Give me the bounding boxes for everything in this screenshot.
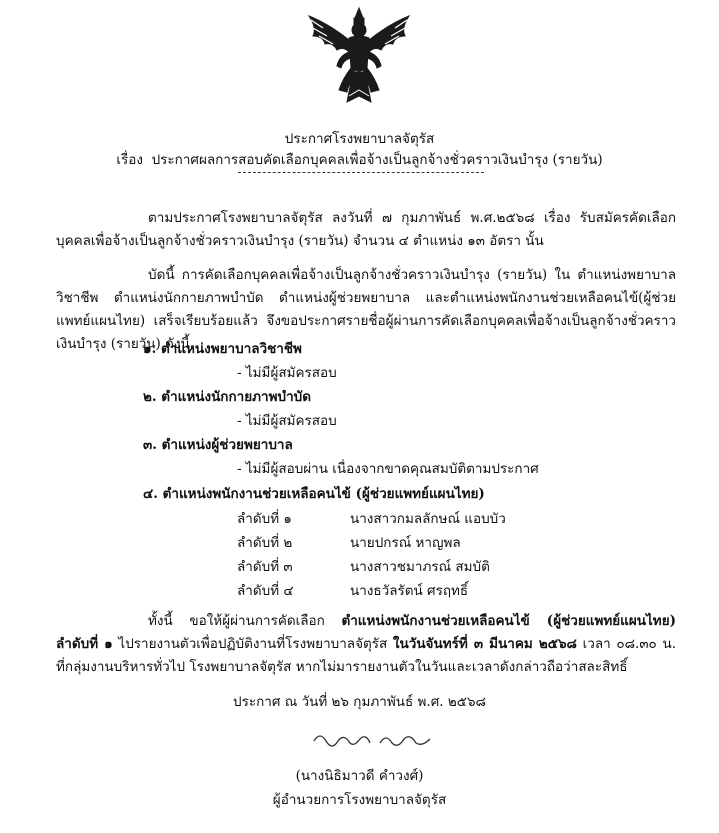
position-heading: ๓. ตำแหน่งผู้ช่วยพยาบาล: [143, 437, 293, 453]
announcement-title: ประกาศโรงพยาบาลจัตุรัส: [284, 131, 435, 147]
announcement-subject: [0, 148, 719, 170]
signer-name: (นางนิธิมาวดี คำวงศ์): [295, 768, 424, 784]
intro-text: ตามประกาศโรงพยาบาลจัตุรัส ลงวันที่ ๗ กุมภาพันธ์ พ.ศ.๒๕๖๘ เรื่อง รับสมัครคัดเลือกบุคคลเพื่อจ้างเป็นลูกจ้างชั่วคราวเงินบำรุง (รายวัน) จำนวน ๔ ตำแหน่ง ๑๓ อัตรา นั้น: [56, 210, 676, 249]
position-heading: ๒. ตำแหน่งนักกายภาพบำบัด: [143, 389, 311, 405]
signature-icon: [310, 727, 440, 753]
rank-label: ลำดับที่ ๓: [237, 559, 293, 575]
intro-paragraph: [56, 207, 676, 253]
signer-title: ผู้อำนวยการโรงพยาบาลจัตุรัส: [272, 792, 447, 808]
rank-name: นางสาวกมลลักษณ์ แอบบัว: [350, 511, 506, 527]
subject-label: เรื่อง: [116, 152, 143, 168]
title-divider: [238, 172, 484, 173]
closing-bold-position: ตำแหน่งพนักงานช่วยเหลือคนไข้ (ผู้ช่วยแพทย์แผนไทย) ลำดับที่ ๑: [56, 613, 676, 652]
announce-date: ประกาศ ณ วันที่ ๒๖ กุมภาพันธ์ พ.ศ. ๒๕๖๘: [233, 694, 486, 710]
closing-text-1: ทั้งนี้ ขอให้ผู้ผ่านการคัดเลือก: [148, 613, 342, 629]
closing-text-2: ไปรายงานตัวเพื่อปฏิบัติงานที่โรงพยาบาลจัตุรัส: [112, 636, 393, 652]
position-heading: ๔. ตำแหน่งพนักงานช่วยเหลือคนไข้ (ผู้ช่วยแพทย์แผนไทย): [143, 486, 485, 502]
rank-label: ลำดับที่ ๔: [237, 583, 294, 599]
rank-name: นายปกรณ์ หาญพล: [350, 535, 461, 551]
position-note: - ไม่มีผู้สอบผ่าน เนื่องจากขาดคุณสมบัติตามประกาศ: [237, 461, 539, 477]
body-text: บัดนี้ การคัดเลือกบุคคลเพื่อจ้างเป็นลูกจ้างชั่วคราวเงินบำรุง (รายวัน) ใน ตำแหน่งพยาบาลวิชาชีพ ตำแหน่งนักกายภาพบำบัด ตำแหน่งผู้ช่วยพยาบาล และตำแหน่งพนักงานช่วยเหลือคนไข้(ผู้ช่วยแพทย์แผนไทย) เสร็จเรียบร้อยแล้ว จึงขอประกาศรายชื่อผู้ผ่านการคัดเลือกบุคคลเพื่อจ้างเป็นลูกจ้างชั่วคราวเงินบำรุง (รายวัน) ดังนี้: [56, 267, 676, 352]
position-heading: ๑. ตำแหน่งพยาบาลวิชาชีพ: [143, 341, 302, 357]
closing-bold-date: ในวันจันทร์ที่ ๓ มีนาคม ๒๕๖๘: [392, 636, 577, 652]
position-note: - ไม่มีผู้สมัครสอบ: [237, 413, 337, 429]
rank-name: นางธวัลรัตน์ ศรฤทธิ์: [350, 583, 469, 599]
rank-label: ลำดับที่ ๑: [237, 511, 292, 527]
position-note: - ไม่มีผู้สมัครสอบ: [237, 365, 337, 381]
rank-name: นางสาวชมาภรณ์ สมบัติ: [350, 559, 490, 575]
subject-text: ประกาศผลการสอบคัดเลือกบุคคลเพื่อจ้างเป็นลูกจ้างชั่วคราวเงินบำรุง (รายวัน): [151, 152, 603, 168]
garuda-emblem-icon: [303, 6, 415, 106]
closing-paragraph: [56, 610, 676, 679]
closing-text-3: เวลา ๐๘.๓๐ น. ที่กลุ่มงานบริหารทั่วไป โรงพยาบาลจัตุรัส หากไม่มารายงานตัวในวันและเวลาดังกล่าวถือว่าสละสิทธิ์: [56, 636, 676, 675]
rank-label: ลำดับที่ ๒: [237, 535, 293, 551]
